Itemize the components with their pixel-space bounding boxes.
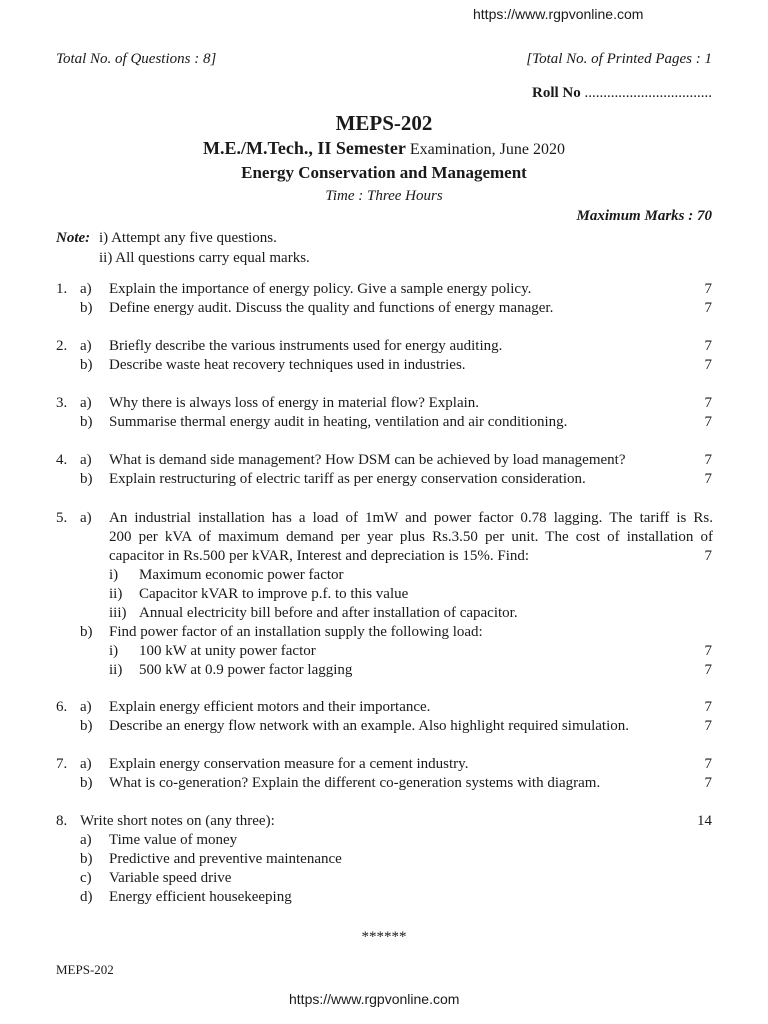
marks: 14 bbox=[697, 813, 712, 829]
sub-label: b) bbox=[80, 414, 93, 430]
question-5-a-i bbox=[0, 566, 768, 585]
top-url: https://www.rgpvonline.com bbox=[473, 6, 644, 22]
marks: 7 bbox=[704, 452, 712, 468]
roman-label: i) bbox=[109, 567, 119, 583]
marks: 7 bbox=[704, 471, 712, 487]
question-2-a bbox=[0, 337, 768, 356]
marks: 7 bbox=[704, 718, 712, 734]
question-text: Why there is always loss of energy in material flow? Explain. bbox=[109, 395, 480, 411]
question-text: Find power factor of an installation supply the following load: bbox=[109, 624, 483, 640]
question-text: Maximum economic power factor bbox=[139, 567, 344, 583]
marks: 7 bbox=[704, 338, 712, 354]
total-pages: [Total No. of Printed Pages : 1 bbox=[526, 51, 712, 67]
question-5-a-line-3 bbox=[0, 547, 768, 566]
marks: 7 bbox=[704, 414, 712, 430]
note-item-2: ii) All questions carry equal marks. bbox=[99, 250, 310, 266]
bottom-url: https://www.rgpvonline.com bbox=[289, 991, 460, 1007]
question-text: Write short notes on (any three): bbox=[80, 813, 275, 829]
sub-label: a) bbox=[80, 510, 92, 526]
question-5-a-line-1 bbox=[0, 509, 768, 528]
question-4-a bbox=[0, 451, 768, 470]
sub-label: b) bbox=[80, 775, 93, 791]
question-3-a bbox=[0, 394, 768, 413]
question-5-b bbox=[0, 623, 768, 642]
sub-label: a) bbox=[80, 395, 92, 411]
roll-label: Roll No bbox=[532, 85, 581, 101]
question-text: Predictive and preventive maintenance bbox=[109, 851, 342, 867]
question-8-d bbox=[0, 888, 768, 907]
question-5-b-ii bbox=[0, 661, 768, 680]
sub-label: b) bbox=[80, 300, 93, 316]
sub-label: b) bbox=[80, 718, 93, 734]
question-text: Describe an energy flow network with an example. Also highlight required simulation. bbox=[109, 718, 630, 734]
sub-label: b) bbox=[80, 357, 93, 373]
subject-title: Energy Conservation and Management bbox=[241, 163, 527, 182]
marks: 7 bbox=[704, 357, 712, 373]
maximum-marks: Maximum Marks : 70 bbox=[576, 208, 712, 224]
question-text: Explain the importance of energy policy. Give a sample energy policy. bbox=[109, 281, 532, 297]
question-5-a-ii bbox=[0, 585, 768, 604]
note-item-1: i) Attempt any five questions. bbox=[99, 230, 277, 246]
marks: 7 bbox=[704, 662, 712, 678]
question-number: 4. bbox=[56, 452, 68, 468]
question-8-c bbox=[0, 869, 768, 888]
question-5-a-iii bbox=[0, 604, 768, 623]
question-text: Variable speed drive bbox=[109, 870, 232, 886]
roman-label: ii) bbox=[109, 586, 123, 602]
marks: 7 bbox=[704, 395, 712, 411]
sub-label: a) bbox=[80, 699, 92, 715]
sub-label: a) bbox=[80, 756, 92, 772]
roman-label: i) bbox=[109, 643, 119, 659]
question-8 bbox=[0, 812, 768, 831]
question-text: capacitor in Rs.500 per kVAR, Interest and depreciation is 15%. Find: bbox=[109, 548, 530, 564]
question-text: Explain energy efficient motors and their importance. bbox=[109, 699, 431, 715]
question-text: 500 kW at 0.9 power factor lagging bbox=[139, 662, 353, 678]
question-text: Summarise thermal energy audit in heating, ventilation and air conditioning. bbox=[109, 414, 568, 430]
question-text: 100 kW at unity power factor bbox=[139, 643, 316, 659]
question-8-b bbox=[0, 850, 768, 869]
roll-number-line bbox=[532, 84, 712, 103]
question-text: Describe waste heat recovery techniques used in industries. bbox=[109, 357, 466, 373]
marks: 7 bbox=[704, 548, 712, 564]
roman-label: ii) bbox=[109, 662, 123, 678]
question-text: Explain restructuring of electric tariff as per energy conservation consideration. bbox=[109, 471, 586, 487]
question-text: What is demand side management? How DSM can be achieved by load management? bbox=[109, 452, 626, 468]
question-text: Energy efficient housekeeping bbox=[109, 889, 292, 905]
question-number: 6. bbox=[56, 699, 68, 715]
question-5-b-i bbox=[0, 642, 768, 661]
question-7-a bbox=[0, 755, 768, 774]
question-text: Time value of money bbox=[109, 832, 238, 848]
sub-label: a) bbox=[80, 452, 92, 468]
note-label: Note: bbox=[56, 230, 91, 246]
question-text: Capacitor kVAR to improve p.f. to this value bbox=[139, 586, 409, 602]
time-allowed: Time : Three Hours bbox=[325, 188, 443, 204]
marks: 7 bbox=[704, 775, 712, 791]
footer-code: MEPS-202 bbox=[56, 962, 114, 977]
sub-label: a) bbox=[80, 832, 92, 848]
marks: 7 bbox=[704, 300, 712, 316]
question-number: 7. bbox=[56, 756, 68, 772]
question-text: What is co-generation? Explain the different co-generation systems with diagram. bbox=[109, 775, 601, 791]
question-6-a bbox=[0, 698, 768, 717]
question-3-b bbox=[0, 413, 768, 432]
marks: 7 bbox=[704, 281, 712, 297]
question-text: Briefly describe the various instruments used for energy auditing. bbox=[109, 338, 503, 354]
marks: 7 bbox=[704, 756, 712, 772]
question-number: 1. bbox=[56, 281, 68, 297]
roman-label: iii) bbox=[109, 605, 127, 621]
question-1-a bbox=[0, 280, 768, 299]
question-5-a-line-2 bbox=[0, 528, 768, 547]
sub-label: a) bbox=[80, 338, 92, 354]
question-text: Define energy audit. Discuss the quality and functions of energy manager. bbox=[109, 300, 554, 316]
sub-label: b) bbox=[80, 471, 93, 487]
question-text: Explain energy conservation measure for a cement industry. bbox=[109, 756, 469, 772]
paper-code: MEPS-202 bbox=[335, 111, 433, 135]
question-8-a bbox=[0, 831, 768, 850]
question-4-b bbox=[0, 470, 768, 489]
question-6-b bbox=[0, 717, 768, 736]
question-text: 200 per kVA of maximum demand per year plus Rs.3.50 per unit. The cost of installation of bbox=[109, 529, 713, 545]
sub-label: c) bbox=[80, 870, 92, 886]
exam-session: Examination, June 2020 bbox=[405, 141, 565, 158]
marks: 7 bbox=[704, 699, 712, 715]
question-1-b bbox=[0, 299, 768, 318]
question-number: 3. bbox=[56, 395, 68, 411]
sub-label: b) bbox=[80, 851, 93, 867]
course-name: M.E./M.Tech., II Semester bbox=[203, 138, 406, 158]
sub-label: d) bbox=[80, 889, 93, 905]
total-questions: Total No. of Questions : 8] bbox=[56, 51, 217, 67]
question-text: An industrial installation has a load of 1mW and power factor 0.78 lagging. The tariff is Rs. bbox=[109, 510, 713, 526]
course-line bbox=[0, 138, 768, 160]
roll-dots: .................................. bbox=[580, 85, 712, 101]
question-7-b bbox=[0, 774, 768, 793]
question-number: 8. bbox=[56, 813, 68, 829]
sub-label: a) bbox=[80, 281, 92, 297]
sub-label: b) bbox=[80, 624, 93, 640]
marks: 7 bbox=[704, 643, 712, 659]
question-2-b bbox=[0, 356, 768, 375]
end-mark: ****** bbox=[361, 929, 407, 945]
question-number: 2. bbox=[56, 338, 68, 354]
question-text: Annual electricity bill before and after installation of capacitor. bbox=[139, 605, 518, 621]
question-number: 5. bbox=[56, 510, 68, 526]
